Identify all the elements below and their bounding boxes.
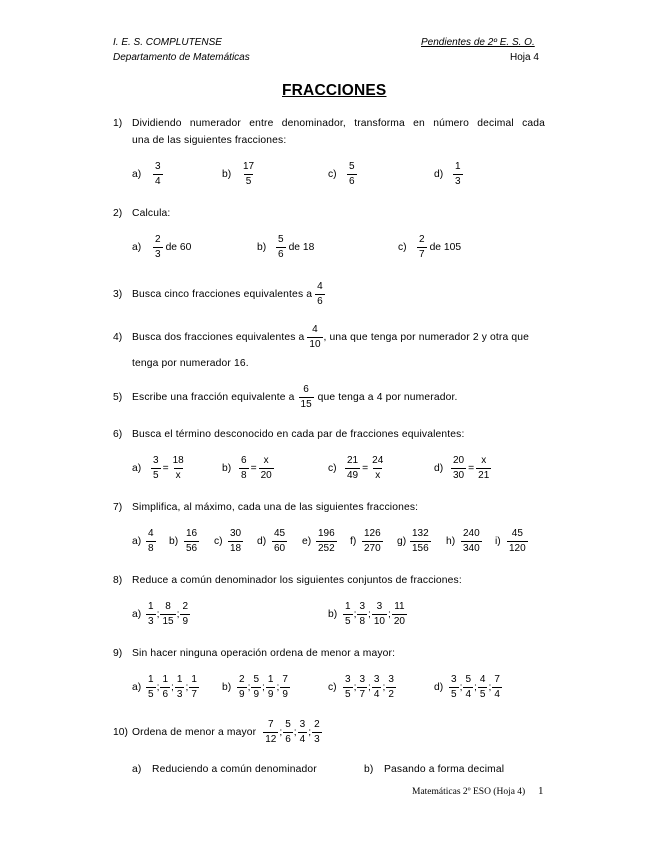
- numerator: 3: [373, 674, 380, 685]
- fraction: [372, 602, 387, 627]
- denominator: 5: [345, 616, 351, 627]
- denominator: 4: [299, 734, 306, 745]
- denominator: 3: [155, 249, 161, 260]
- item-label: h): [446, 536, 456, 547]
- page-title: FRACCIONES: [282, 82, 387, 99]
- fraction: [453, 162, 463, 187]
- fraction: [362, 529, 383, 554]
- item-label: b): [222, 169, 232, 180]
- item-label: b): [328, 609, 338, 620]
- numerator: x: [263, 455, 269, 466]
- item-label: c): [398, 242, 407, 253]
- numerator: 20: [453, 455, 465, 466]
- denominator: x: [175, 470, 181, 481]
- item-label: b): [169, 536, 179, 547]
- fraction: [241, 162, 256, 187]
- numerator: 132: [412, 528, 429, 539]
- denominator: 2: [388, 689, 394, 700]
- separator: ;: [382, 682, 386, 693]
- fraction: [153, 235, 163, 260]
- item-label: a): [132, 609, 142, 620]
- q7-item-a: [132, 529, 157, 554]
- denominator: 8: [241, 470, 247, 481]
- denominator: 8: [148, 543, 154, 554]
- denominator: 8: [359, 616, 365, 627]
- q6-text: Busca el término desconocido en cada par de fracciones equivalentes:: [132, 429, 465, 440]
- q1-text-line2: una de las siguientes fracciones:: [132, 135, 287, 146]
- q9-item-c: [328, 675, 397, 700]
- fraction: [370, 456, 385, 481]
- denominator: 6: [349, 176, 355, 187]
- fraction: [343, 675, 353, 700]
- equals-sign: =: [162, 463, 169, 474]
- fraction: [307, 325, 322, 350]
- separator: ;: [388, 609, 391, 620]
- denominator: 7: [359, 689, 365, 700]
- item-label: d): [257, 536, 267, 547]
- numerator: 1: [148, 674, 154, 685]
- numerator: 3: [153, 455, 159, 466]
- q2-item-c: [398, 235, 461, 260]
- numerator: 3: [451, 674, 457, 685]
- denominator: 6: [162, 689, 168, 700]
- denominator: 4: [494, 689, 500, 700]
- denominator: 5: [451, 689, 457, 700]
- denominator: 5: [153, 470, 159, 481]
- numerator: 126: [364, 528, 381, 539]
- item-label: i): [495, 536, 501, 547]
- q2-item-b: [257, 235, 314, 260]
- numerator: 1: [148, 601, 154, 612]
- q4-text-a: Busca dos fracciones equivalentes a: [132, 332, 305, 343]
- fraction: [463, 675, 473, 700]
- numerator: 2: [239, 674, 245, 685]
- numerator: 3: [388, 674, 394, 685]
- fraction: [461, 529, 482, 554]
- item-label: c): [328, 463, 337, 474]
- item-suffix: de 105: [429, 242, 462, 253]
- denominator: 56: [186, 543, 198, 554]
- numerator: 4: [479, 674, 486, 685]
- fraction: [175, 675, 185, 700]
- fraction: [299, 385, 314, 410]
- numerator: 240: [463, 528, 480, 539]
- denominator: 4: [373, 689, 380, 700]
- denominator: 6: [317, 296, 323, 307]
- q4-number: 4): [113, 332, 123, 343]
- denominator: 60: [274, 543, 286, 554]
- q10-sub-a-text: Reduciendo a común denominador: [152, 764, 317, 775]
- q10-text: Ordena de menor a mayor: [132, 727, 257, 738]
- numerator: 2: [182, 601, 188, 612]
- numerator: 8: [165, 601, 171, 612]
- numerator: 3: [359, 601, 365, 612]
- fraction: [451, 456, 466, 481]
- page-number: 1: [538, 785, 544, 797]
- fraction: [492, 675, 502, 700]
- q8-text: Reduce a común denominador los siguientes conjuntos de fracciones:: [132, 575, 462, 586]
- fraction: [251, 675, 261, 700]
- q10: [113, 720, 323, 745]
- numerator: 6: [241, 455, 247, 466]
- denominator: 5: [245, 176, 252, 187]
- numerator: 4: [312, 324, 318, 335]
- fraction: [171, 456, 186, 481]
- equals-sign: =: [362, 463, 369, 474]
- denominator: 6: [285, 734, 291, 745]
- q5-text-b: que tenga a 4 por numerador.: [317, 392, 458, 403]
- fraction: [184, 529, 199, 554]
- denominator: 252: [318, 543, 335, 554]
- q7-text: Simplifica, al máximo, cada una de las siguientes fracciones:: [132, 502, 419, 513]
- numerator: 21: [347, 455, 359, 466]
- school-name: I. E. S. COMPLUTENSE: [113, 37, 222, 48]
- fraction: [160, 602, 175, 627]
- q2-number: 2): [113, 208, 123, 219]
- q7-item-c: [214, 529, 244, 554]
- separator: ;: [459, 682, 463, 693]
- q8-item-a: [132, 602, 191, 627]
- fraction: [151, 456, 161, 481]
- denominator: 7: [191, 689, 197, 700]
- denominator: 6: [278, 249, 284, 260]
- denominator: 20: [260, 470, 272, 481]
- q9-item-a: [132, 675, 200, 700]
- q7-item-g: [397, 529, 432, 554]
- item-label: g): [397, 536, 407, 547]
- item-label: d): [434, 682, 444, 693]
- q8-number: 8): [113, 575, 123, 586]
- numerator: 18: [172, 455, 184, 466]
- denominator: 20: [393, 616, 405, 627]
- numerator: 7: [268, 719, 274, 730]
- separator: ;: [368, 682, 371, 693]
- fraction: [478, 675, 488, 700]
- numerator: 4: [317, 281, 323, 292]
- fraction: [239, 456, 249, 481]
- fraction: [237, 675, 247, 700]
- q5: [113, 385, 458, 410]
- fraction: [276, 235, 286, 260]
- numerator: 3: [299, 719, 306, 730]
- denominator: 9: [282, 689, 288, 700]
- equals-sign: =: [250, 463, 257, 474]
- numerator: 45: [274, 528, 286, 539]
- denominator: 5: [345, 689, 351, 700]
- separator: ;: [488, 682, 492, 693]
- separator: ;: [185, 682, 189, 693]
- q7-item-b: [169, 529, 200, 554]
- fraction: [316, 529, 337, 554]
- q9-text: Sin hacer ninguna operación ordena de menor a mayor:: [132, 648, 396, 659]
- numerator: 1: [345, 601, 351, 612]
- denominator: 12: [265, 734, 277, 745]
- numerator: 6: [303, 384, 309, 395]
- q10-sub-b-label: b): [364, 764, 374, 775]
- fraction: [146, 529, 156, 554]
- item-label: b): [222, 463, 232, 474]
- fraction: [345, 456, 360, 481]
- fraction: [228, 529, 243, 554]
- q10-sub-b-text: Pasando a forma decimal: [384, 764, 505, 775]
- numerator: 3: [359, 674, 365, 685]
- item-label: a): [132, 536, 142, 547]
- numerator: 5: [285, 719, 291, 730]
- denominator: 30: [453, 470, 465, 481]
- item-label: f): [350, 536, 357, 547]
- separator: ;: [262, 682, 265, 693]
- denominator: 49: [347, 470, 359, 481]
- numerator: 5: [278, 234, 284, 245]
- fraction: [146, 675, 156, 700]
- item-label: a): [132, 242, 142, 253]
- denominator: 5: [148, 689, 154, 700]
- numerator: 2: [314, 719, 320, 730]
- q7-item-e: [302, 529, 338, 554]
- item-label: b): [257, 242, 267, 253]
- numerator: 17: [243, 161, 255, 172]
- fraction: [146, 602, 156, 627]
- numerator: 196: [318, 528, 335, 539]
- q6-item-b: [222, 456, 275, 481]
- item-label: d): [434, 169, 444, 180]
- denominator: 3: [148, 616, 154, 627]
- fraction: [263, 720, 278, 745]
- denominator: 10: [309, 339, 321, 350]
- separator: ;: [308, 727, 312, 738]
- q9-number: 9): [113, 648, 123, 659]
- fraction: [507, 529, 528, 554]
- q7-item-f: [350, 529, 384, 554]
- denominator: 9: [182, 616, 188, 627]
- numerator: 2: [419, 234, 425, 245]
- q6-number: 6): [113, 429, 123, 440]
- item-suffix: de 60: [165, 242, 192, 253]
- q3-text: Busca cinco fracciones equivalentes a: [132, 289, 313, 300]
- item-label: c): [328, 682, 337, 693]
- numerator: 7: [282, 674, 288, 685]
- q4-text-line2: tenga por numerador 16.: [132, 358, 249, 369]
- item-label: a): [132, 463, 142, 474]
- fraction: [298, 720, 308, 745]
- numerator: 1: [191, 674, 197, 685]
- separator: ;: [368, 609, 371, 620]
- separator: ;: [353, 609, 357, 620]
- q10-number: 10): [113, 727, 128, 738]
- numerator: 7: [494, 674, 500, 685]
- fraction: [417, 235, 427, 260]
- denominator: 18: [230, 543, 242, 554]
- numerator: 5: [465, 674, 471, 685]
- item-label: e): [302, 536, 312, 547]
- denominator: 270: [364, 543, 381, 554]
- q5-text-a: Escribe una fracción equivalente a: [132, 392, 295, 403]
- q9-item-b: [222, 675, 291, 700]
- fraction: [180, 602, 190, 627]
- separator: ;: [353, 682, 357, 693]
- item-label: c): [328, 169, 337, 180]
- q6-item-a: [132, 456, 187, 481]
- numerator: 2: [155, 234, 161, 245]
- numerator: 3: [345, 674, 351, 685]
- fraction: [476, 456, 491, 481]
- numerator: 1: [162, 674, 168, 685]
- q7-item-i: [495, 529, 529, 554]
- fraction: [386, 675, 396, 700]
- denominator: 156: [412, 543, 429, 554]
- fraction: [312, 720, 322, 745]
- fraction: [259, 456, 274, 481]
- fraction: [392, 602, 407, 627]
- separator: ;: [171, 682, 174, 693]
- separator: ;: [293, 727, 297, 738]
- q1-text-line1: Dividiendo numerador entre denominador, transforma en número decimal cada: [132, 118, 545, 129]
- fraction: [372, 675, 382, 700]
- equals-sign: =: [468, 463, 475, 474]
- denominator: 21: [478, 470, 490, 481]
- item-label: a): [132, 682, 142, 693]
- denominator: 4: [155, 176, 161, 187]
- numerator: 1: [267, 674, 274, 685]
- department-name: Departamento de Matemáticas: [113, 52, 250, 63]
- numerator: 1: [176, 674, 183, 685]
- footer-text: Matemáticas 2º ESO (Hoja 4): [412, 787, 526, 797]
- denominator: 9: [267, 689, 274, 700]
- q7-item-d: [257, 529, 288, 554]
- numerator: 11: [394, 601, 405, 612]
- q3-number: 3): [113, 289, 123, 300]
- q1-item-c: [328, 162, 358, 187]
- fraction: [266, 675, 276, 700]
- q9-item-d: [434, 675, 503, 700]
- fraction: [357, 675, 367, 700]
- denominator: 120: [509, 543, 526, 554]
- numerator: 24: [372, 455, 384, 466]
- denominator: 5: [479, 689, 486, 700]
- q7-item-h: [446, 529, 483, 554]
- fraction: [280, 675, 290, 700]
- q4-text-b: , una que tenga por numerador 2 y otra que: [323, 332, 530, 343]
- denominator: x: [375, 470, 381, 481]
- q10-sub-a-label: a): [132, 764, 142, 775]
- fraction: [272, 529, 287, 554]
- item-label: b): [222, 682, 232, 693]
- q4-line1: [113, 325, 529, 350]
- separator: ;: [474, 682, 477, 693]
- numerator: 16: [186, 528, 198, 539]
- denominator: 9: [239, 689, 245, 700]
- denominator: 3: [176, 689, 183, 700]
- denominator: 10: [373, 616, 385, 627]
- numerator: x: [481, 455, 487, 466]
- separator: ;: [276, 682, 280, 693]
- numerator: 5: [253, 674, 259, 685]
- course-label: Pendientes de 2º E. S. O.: [421, 37, 535, 48]
- denominator: 3: [314, 734, 320, 745]
- sheet-label: Hoja 4: [510, 52, 539, 63]
- numerator: 3: [376, 601, 383, 612]
- q5-number: 5): [113, 392, 123, 403]
- fraction: [347, 162, 357, 187]
- numerator: 3: [155, 161, 161, 172]
- separator: ;: [156, 682, 160, 693]
- q1-item-a: [132, 162, 164, 187]
- q8-item-b: [328, 602, 408, 627]
- item-label: a): [132, 169, 142, 180]
- item-suffix: de 18: [288, 242, 315, 253]
- q6-item-d: [434, 456, 492, 481]
- fraction: [315, 282, 325, 307]
- q2-item-a: [132, 235, 191, 260]
- q3: [113, 282, 326, 307]
- fraction: [357, 602, 367, 627]
- fraction: [283, 720, 293, 745]
- denominator: 15: [300, 399, 312, 410]
- fraction: [343, 602, 353, 627]
- numerator: 30: [230, 528, 242, 539]
- separator: ;: [176, 609, 180, 620]
- fraction: [449, 675, 459, 700]
- item-label: c): [214, 536, 223, 547]
- numerator: 4: [148, 528, 154, 539]
- q7-number: 7): [113, 502, 123, 513]
- item-label: d): [434, 463, 444, 474]
- separator: ;: [247, 682, 251, 693]
- q6-item-c: [328, 456, 386, 481]
- numerator: 5: [349, 161, 355, 172]
- q1-item-d: [434, 162, 464, 187]
- numerator: 45: [511, 528, 523, 539]
- numerator: 1: [455, 161, 461, 172]
- denominator: 3: [455, 176, 461, 187]
- denominator: 340: [463, 543, 480, 554]
- denominator: 15: [162, 616, 174, 627]
- separator: ;: [279, 727, 283, 738]
- q1-number: 1): [113, 118, 123, 129]
- q1-item-b: [222, 162, 257, 187]
- denominator: 7: [419, 249, 425, 260]
- denominator: 9: [253, 689, 259, 700]
- fraction: [410, 529, 431, 554]
- separator: ;: [156, 609, 160, 620]
- fraction: [153, 162, 163, 187]
- denominator: 4: [465, 689, 471, 700]
- q2-text: Calcula:: [132, 208, 171, 219]
- fraction: [189, 675, 199, 700]
- fraction: [160, 675, 170, 700]
